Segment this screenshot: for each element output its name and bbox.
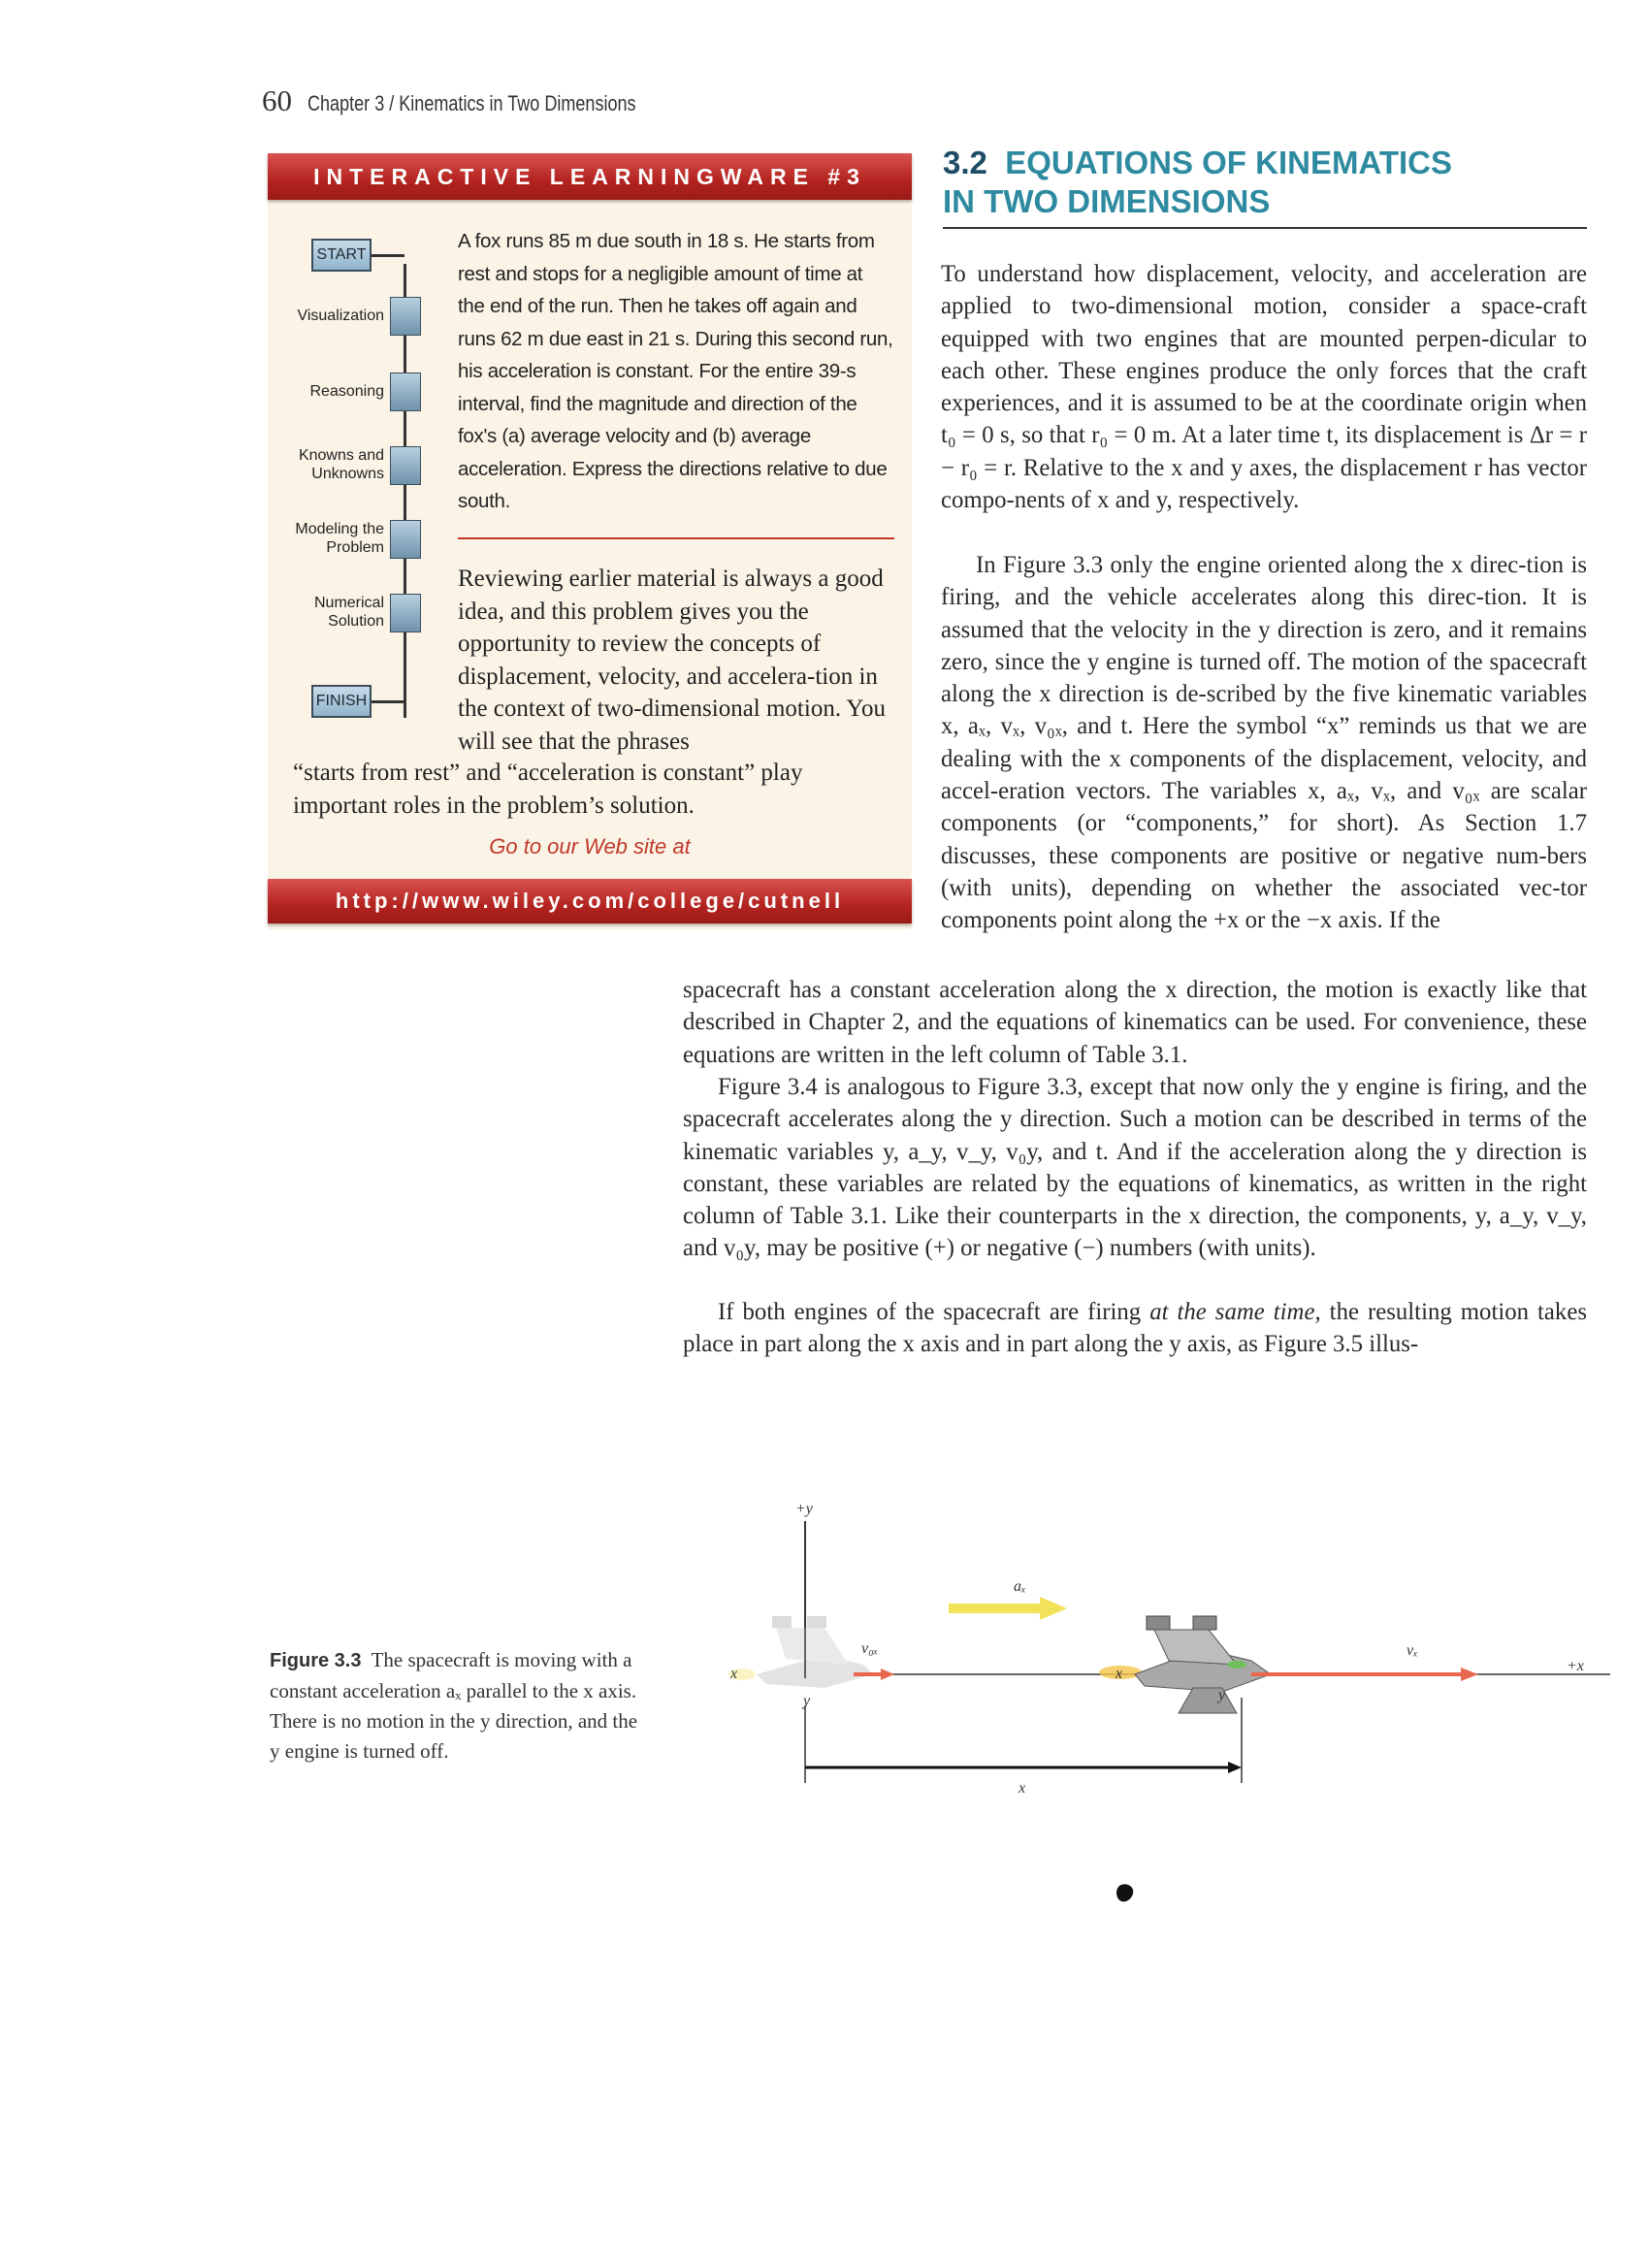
flow-step-modeling[interactable] — [390, 520, 421, 559]
paragraph-1: To understand how displacement, velocity, and acceleration are applied to two-dimensional motion, consider a space-craft equipped with two engines that are mounted perpen-dicular to each other. These engines produce the only forces that the craft experiences, and it is assumed to be at the coordinate origin when t₀ = 0 s, so that r₀ = 0 m. At a later time t, its displacement is Δr = r − r₀ = r. Relative to the x and y axes, the displacement r has vector compo-nents of x and y, respectively. — [941, 261, 1587, 514]
section-heading — [943, 144, 1587, 221]
flow-step-reasoning[interactable] — [390, 373, 421, 411]
learningware-banner: INTERACTIVE LEARNINGWARE #3 — [268, 153, 912, 200]
flow-step-numerical[interactable] — [390, 594, 421, 632]
learningware-review-continued: “starts from rest” and “acceleration is constant” play important roles in the problem’s solution. — [293, 760, 803, 819]
spacecraft-start — [728, 1616, 873, 1688]
figure-3-3-diagram — [679, 1494, 1630, 1814]
learningware-problem: A fox runs 85 m due south in 18 s. He starts from rest and stops for a negligible amount of time at the end of the run. Then he takes off again and runs 62 m due east in 21 s. During this second run, his acceleration is constant. For the entire 39-s interval, find the magnitude and direction of the fox's (a) average velocity and (b) average acceleration. Express the directions relative to due south. — [458, 230, 893, 512]
flow-connector — [372, 700, 404, 703]
flow-label-modeling: Modeling the Problem — [295, 521, 384, 556]
figure-caption-label: Figure 3.3 — [270, 1650, 362, 1671]
learningware-goto: Go to our Web site at — [489, 834, 691, 859]
paragraph-4 — [683, 1296, 1587, 1361]
y-engine-label-end: y — [1218, 1687, 1226, 1703]
flow-label-reasoning: Reasoning — [309, 383, 384, 400]
section-title-line2: IN TWO DIMENSIONS — [943, 183, 1271, 219]
solution-flowchart — [268, 239, 442, 743]
spacecraft-end — [1099, 1616, 1271, 1713]
learningware-url-link[interactable]: http://www.wiley.com/college/cutnell — [268, 879, 912, 923]
paragraph-3: Figure 3.4 is analogous to Figure 3.3, except that now only the y engine is firing, and the spacecraft accelerates along the y direction. Such a motion can be described in terms of the kinematic variables y, a_y, v_y, v₀y, and t. And if the acceleration along the y direction is constant, these variables are related by the equations of kinematics, as written in the right column of Table 3.1. Like their counterparts in the x direction, the components, y, a_y, v_y, and v₀y, may be positive (+) or negative (−) numbers (with units). — [683, 1074, 1587, 1262]
x-engine-label-start: x — [730, 1666, 738, 1682]
paragraph-4-end: the resulting motion takes place in part along the x axis and in part along the y axis, as Figure 3.5 illus- — [683, 1299, 1587, 1358]
v0x-label: v₀ₓ — [861, 1640, 879, 1657]
learningware-box — [268, 153, 912, 929]
paragraph-2-continued: spacecraft has a constant acceleration along the x direction, the motion is exactly like that described in Chapter 2, and the equations of kinematics can be used. For convenience, these equations are written in the left column of Table 3.1. — [683, 977, 1587, 1068]
vx-label: vₓ — [1406, 1642, 1418, 1659]
acceleration-arrowhead — [1040, 1597, 1067, 1620]
y-axis-label: +y — [795, 1501, 813, 1517]
v0x-arrowhead — [881, 1669, 894, 1680]
flow-label-visualization: Visualization — [297, 308, 384, 324]
section-rule — [943, 227, 1587, 229]
chapter-title: Chapter 3 / Kinematics in Two Dimensions — [307, 91, 636, 115]
figure-caption — [270, 1645, 648, 1766]
vx-arrowhead — [1461, 1668, 1478, 1681]
flow-step-visualization[interactable] — [390, 297, 421, 336]
page-number: 60 — [262, 83, 292, 117]
acceleration-arrow — [949, 1604, 1040, 1613]
ax-label: aₓ — [1014, 1578, 1026, 1595]
displacement-label: x — [1018, 1780, 1026, 1797]
x-engine-label-end: x — [1116, 1666, 1123, 1682]
paragraph-4-emphasis: at the same time, — [1149, 1299, 1321, 1325]
y-engine-label-start: y — [803, 1693, 811, 1709]
paragraph-2: In Figure 3.3 only the engine oriented along the x direc-tion is firing, and the vehicle accelerates along this direc-tion. It is assumed that the velocity in the y direction is zero, and it remains zero, since the y engine is turned off. The motion of the spacecraft along the x direction is de-scribed by the five kinematic variables x, aₓ, vₓ, v₀ₓ, and t. Here the symbol “x” reminds us that we are dealing with the x components of the displacement, velocity, and accel-eration vectors. The variables x, aₓ, vₓ, and v₀ₓ are scalar components (or “components,” for short). As Section 1.7 discusses, these components are positive or negative num-bers (with units), depending on whether the associated vec-tor components point along the +x or the −x axis. If the — [941, 552, 1587, 934]
section-title-line1: EQUATIONS OF KINEMATICS — [1005, 145, 1452, 180]
x-axis-label: +x — [1567, 1658, 1584, 1674]
flow-step-knowns[interactable] — [390, 446, 421, 485]
figure-caption-text: The spacecraft is moving with a constant acceleration aₓ parallel to the x axis. There is no motion in the y direction, and the y engine is turned off. — [270, 1648, 638, 1763]
learningware-divider — [458, 537, 894, 539]
ink-speck — [1114, 1882, 1141, 1907]
flow-finish-button[interactable]: FINISH — [311, 685, 372, 718]
flow-label-knowns: Knowns and Unknowns — [298, 447, 384, 482]
flow-start-button[interactable]: START — [311, 239, 372, 272]
flow-label-numerical: Numerical Solution — [313, 595, 384, 630]
section-number: 3.2 — [943, 145, 987, 180]
learningware-review: Reviewing earlier material is always a good idea, and this problem gives you the opportunity to review the concepts of displacement, velocity, and accelera-tion in the context of two-dimensional motion. You will see that the phrases — [458, 566, 886, 755]
flow-connector — [372, 254, 404, 257]
displacement-arrowhead — [1228, 1762, 1242, 1773]
running-head — [262, 83, 708, 118]
paragraph-4-start: If both engines of the spacecraft are firing — [718, 1299, 1150, 1325]
